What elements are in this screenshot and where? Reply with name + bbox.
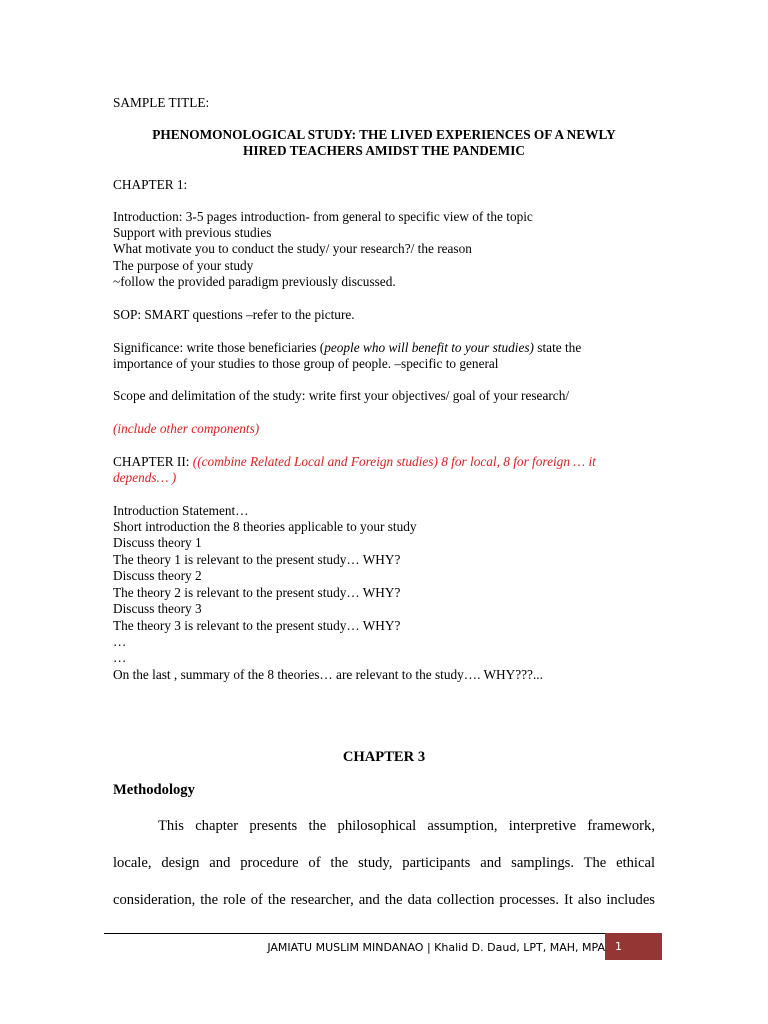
chapter1-line: ~follow the provided paradigm previously discussed. <box>113 274 396 289</box>
chapter3-heading: CHAPTER 3 <box>342 749 426 765</box>
chapter2-line: The theory 2 is relevant to the present study… WHY? <box>113 585 401 600</box>
chapter2-line: The theory 1 is relevant to the present study… WHY? <box>113 552 401 567</box>
chapter2-heading-line <box>113 454 596 470</box>
chapter2-note: ((combine Related Local and Foreign studies) 8 for local, 8 for foreign … it <box>192 454 596 469</box>
paragraph-line-2: locale, design and procedure of the study, participants and samplings. The ethical <box>113 855 655 871</box>
chapter2-note-line-2: depends… ) <box>113 470 177 485</box>
chapter2-heading: CHAPTER II: <box>113 454 193 469</box>
chapter1-line: Support with previous studies <box>113 225 272 240</box>
chapter2-line: The theory 3 is relevant to the present study… WHY? <box>113 618 401 633</box>
chapter2-line: Introduction Statement… <box>113 503 249 518</box>
page-number-box <box>605 933 662 960</box>
chapter1-line: What motivate you to conduct the study/ your research?/ the reason <box>113 241 472 256</box>
include-other-note: (include other components) <box>113 421 260 436</box>
sop-line: SOP: SMART questions –refer to the picture. <box>113 307 355 322</box>
significance-text-b: state the <box>533 340 582 355</box>
chapter2-line: On the last , summary of the 8 theories… are relevant to the study…. WHY???... <box>113 667 543 682</box>
footer-divider <box>104 933 662 934</box>
paragraph-line-3: consideration, the role of the researcher, and the data collection processes. It also includes <box>113 892 655 908</box>
title-line-1: PHENOMONOLOGICAL STUDY: THE LIVED EXPERIENCES OF A NEWLY <box>152 127 616 142</box>
sample-title-label: SAMPLE TITLE: <box>113 95 210 110</box>
chapter2-line: Discuss theory 1 <box>113 535 202 550</box>
chapter2-line: Short introduction the 8 theories applicable to your study <box>113 519 417 534</box>
methodology-paragraph <box>113 808 655 919</box>
chapter2-line: … <box>113 650 127 665</box>
chapter2-line: Discuss theory 3 <box>113 601 202 616</box>
chapter2-line: Discuss theory 2 <box>113 568 202 583</box>
chapter1-line: The purpose of your study <box>113 258 254 273</box>
significance-line-1 <box>113 340 581 356</box>
chapter1-heading: CHAPTER 1: <box>113 177 188 192</box>
significance-line-2: importance of your studies to those group of people. –specific to general <box>113 356 499 371</box>
methodology-heading: Methodology <box>113 782 195 798</box>
chapter1-line: Introduction: 3-5 pages introduction- from general to specific view of the topic <box>113 209 533 224</box>
chapter2-line: … <box>113 634 127 649</box>
page-number: 1 <box>615 940 622 953</box>
scope-line: Scope and delimitation of the study: write first your objectives/ goal of your research/ <box>113 388 570 403</box>
paragraph-line-1: This chapter presents the philosophical assumption, interpretive framework, <box>158 818 655 834</box>
title-line-2: HIRED TEACHERS AMIDST THE PANDEMIC <box>243 143 525 158</box>
significance-italic: people who will benefit to your studies) <box>324 340 534 355</box>
footer-text: JAMIATU MUSLIM MINDANAO | Khalid D. Daud, LPT, MAH, MPA <box>267 941 605 954</box>
significance-text-a: Significance: write those beneficiaries ( <box>113 340 325 355</box>
